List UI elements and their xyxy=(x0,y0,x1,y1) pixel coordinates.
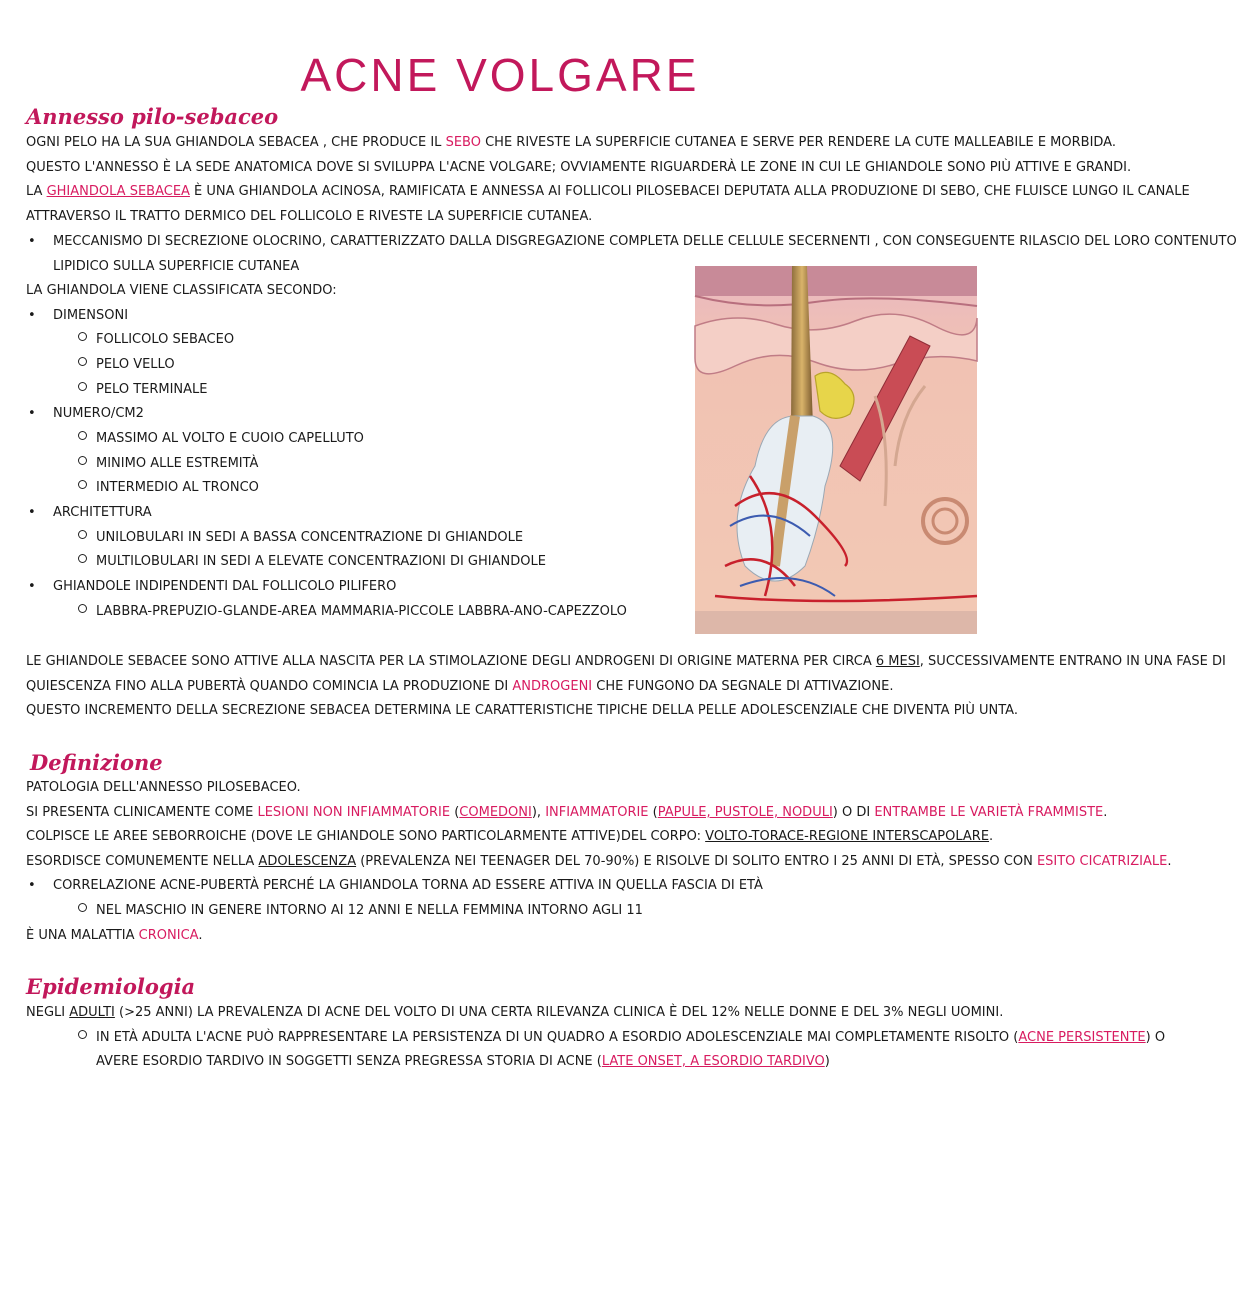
bullet-text: ARCHITETTURA xyxy=(53,505,152,520)
bullet-dot: • xyxy=(28,878,36,893)
sub-bullet-circle xyxy=(78,332,87,341)
sub-bullet-text: NEL MASCHIO IN GENERE INTORNO AI 12 ANNI E NELLA FEMMINA INTORNO AGLI 11 xyxy=(96,903,643,918)
paragraph-line: ESORDISCE COMUNEMENTE NELLA ADOLESCENZA (PREVALENZA NEI TEENAGER DEL 70-90%) E RISOLVE DI SOLITO ENTRO I 25 ANNI DI ETÀ, SPESSO CON ESITO CICATRIZIALE. xyxy=(26,854,1172,869)
bullet-text: NUMERO/CM2 xyxy=(53,406,144,421)
bullet-dot: • xyxy=(28,406,36,421)
section-heading-definizione: Definizione xyxy=(30,750,163,775)
sub-bullet-circle xyxy=(78,357,87,366)
sub-bullet-text: PELO TERMINALE xyxy=(96,382,208,397)
section-heading-annesso: Annesso pilo-sebaceo xyxy=(26,104,279,129)
bullet-text: GHIANDOLE INDIPENDENTI DAL FOLLICOLO PILIFERO xyxy=(53,579,397,594)
paragraph-line: LE GHIANDOLE SEBACEE SONO ATTIVE ALLA NASCITA PER LA STIMOLAZIONE DEGLI ANDROGENI DI ORIGINE MATERNA PER CIRCA 6 MESI, SUCCESSIVAMENTE ENTRANO IN UNA FASE DI xyxy=(26,654,1226,669)
sub-bullet-circle xyxy=(78,480,87,489)
sub-bullet-circle xyxy=(78,604,87,613)
sub-bullet-circle xyxy=(78,554,87,563)
paragraph-line: LA GHIANDOLA VIENE CLASSIFICATA SECONDO: xyxy=(26,283,337,298)
paragraph-line: È UNA MALATTIA CRONICA. xyxy=(26,928,203,943)
bullet-dot: • xyxy=(28,308,36,323)
paragraph-line: SI PRESENTA CLINICAMENTE COME LESIONI NON INFIAMMATORIE (COMEDONI), INFIAMMATORIE (PAPULE, PUSTOLE, NODULI) O DI ENTRAMBE LE VARIETÀ FRAMMISTE. xyxy=(26,805,1108,820)
paragraph-line: LA GHIANDOLA SEBACEA È UNA GHIANDOLA ACINOSA, RAMIFICATA E ANNESSA AI FOLLICOLI PILOSEBACEI DEPUTATA ALLA PRODUZIONE DI SEBO, CHE FLUISCE LUNGO IL CANALE xyxy=(26,184,1190,199)
sub-bullet-text: AVERE ESORDIO TARDIVO IN SOGGETTI SENZA PREGRESSA STORIA DI ACNE (LATE ONSET, A ESORDIO TARDIVO) xyxy=(96,1054,830,1069)
bullet-text: LIPIDICO SULLA SUPERFICIE CUTANEA xyxy=(53,259,300,274)
pilosebaceous-illustration xyxy=(695,266,977,634)
bullet-dot: • xyxy=(28,505,36,520)
paragraph-line: ATTRAVERSO IL TRATTO DERMICO DEL FOLLICOLO E RIVESTE LA SUPERFICIE CUTANEA. xyxy=(26,209,593,224)
sub-bullet-text: PELO VELLO xyxy=(96,357,175,372)
sub-bullet-text: FOLLICOLO SEBACEO xyxy=(96,332,235,347)
bullet-dot: • xyxy=(28,234,36,249)
sub-bullet-text: UNILOBULARI IN SEDI A BASSA CONCENTRAZIONE DI GHIANDOLE xyxy=(96,530,524,545)
paragraph-line: QUESTO INCREMENTO DELLA SECREZIONE SEBACEA DETERMINA LE CARATTERISTICHE TIPICHE DELLA PELLE ADOLESCENZIALE CHE DIVENTA PIÙ UNTA. xyxy=(26,703,1018,718)
sub-bullet-text: LABBRA-PREPUZIO-GLANDE-AREA MAMMARIA-PICCOLE LABBRA-ANO-CAPEZZOLO xyxy=(96,604,627,619)
sub-bullet-circle xyxy=(78,1030,87,1039)
section-heading-epidemiologia: Epidemiologia xyxy=(26,974,196,999)
sub-bullet-circle xyxy=(78,382,87,391)
paragraph-line: NEGLI ADULTI (>25 ANNI) LA PREVALENZA DI ACNE DEL VOLTO DI UNA CERTA RILEVANZA CLINICA È DEL 12% NELLE DONNE E DEL 3% NEGLI UOMINI. xyxy=(26,1005,1004,1020)
paragraph-line: QUIESCENZA FINO ALLA PUBERTÀ QUANDO COMINCIA LA PRODUZIONE DI ANDROGENI CHE FUNGONO DA SEGNALE DI ATTIVAZIONE. xyxy=(26,679,894,694)
sub-bullet-circle xyxy=(78,903,87,912)
sub-bullet-circle xyxy=(78,530,87,539)
sub-bullet-text: INTERMEDIO AL TRONCO xyxy=(96,480,259,495)
sub-bullet-circle xyxy=(78,456,87,465)
sub-bullet-text: MASSIMO AL VOLTO E CUOIO CAPELLUTO xyxy=(96,431,364,446)
sub-bullet-text: IN ETÀ ADULTA L'ACNE PUÒ RAPPRESENTARE LA PERSISTENZA DI UN QUADRO A ESORDIO ADOLESCENZIALE MAI COMPLETAMENTE RISOLTO (ACNE PERSISTENTE) O xyxy=(96,1030,1166,1045)
sub-bullet-text: MULTILOBULARI IN SEDI A ELEVATE CONCENTRAZIONI DI GHIANDOLE xyxy=(96,554,546,569)
sub-bullet-text: MINIMO ALLE ESTREMITÀ xyxy=(96,456,259,471)
bullet-text: CORRELAZIONE ACNE-PUBERTÀ PERCHÉ LA GHIANDOLA TORNA AD ESSERE ATTIVA IN QUELLA FASCIA DI ETÀ xyxy=(53,878,763,893)
paragraph-line: PATOLOGIA DELL'ANNESSO PILOSEBACEO. xyxy=(26,780,301,795)
bullet-dot: • xyxy=(28,579,36,594)
page-title: ACNE VOLGARE xyxy=(300,49,700,101)
paragraph-line: COLPISCE LE AREE SEBORROICHE (DOVE LE GHIANDOLE SONO PARTICOLARMENTE ATTIVE)DEL CORPO: VOLTO-TORACE-REGIONE INTERSCAPOLARE. xyxy=(26,829,994,844)
paragraph-line: QUESTO L'ANNESSO È LA SEDE ANATOMICA DOVE SI SVILUPPA L'ACNE VOLGARE; OVVIAMENTE RIGUARDERÀ LE ZONE IN CUI LE GHIANDOLE SONO PIÙ ATTIVE E GRANDI. xyxy=(26,160,1132,175)
bullet-text: MECCANISMO DI SECREZIONE OLOCRINO, CARATTERIZZATO DALLA DISGREGAZIONE COMPLETA DELLE CELLULE SECERNENTI , CON CONSEGUENTE RILASCIO DEL LORO CONTENUTO xyxy=(53,234,1237,249)
bullet-text: DIMENSONI xyxy=(53,308,129,323)
paragraph-line: OGNI PELO HA LA SUA GHIANDOLA SEBACEA , CHE PRODUCE IL SEBO CHE RIVESTE LA SUPERFICIE CUTANEA E SERVE PER RENDERE LA CUTE MALLEABILE E MORBIDA. xyxy=(26,135,1116,150)
sub-bullet-circle xyxy=(78,431,87,440)
